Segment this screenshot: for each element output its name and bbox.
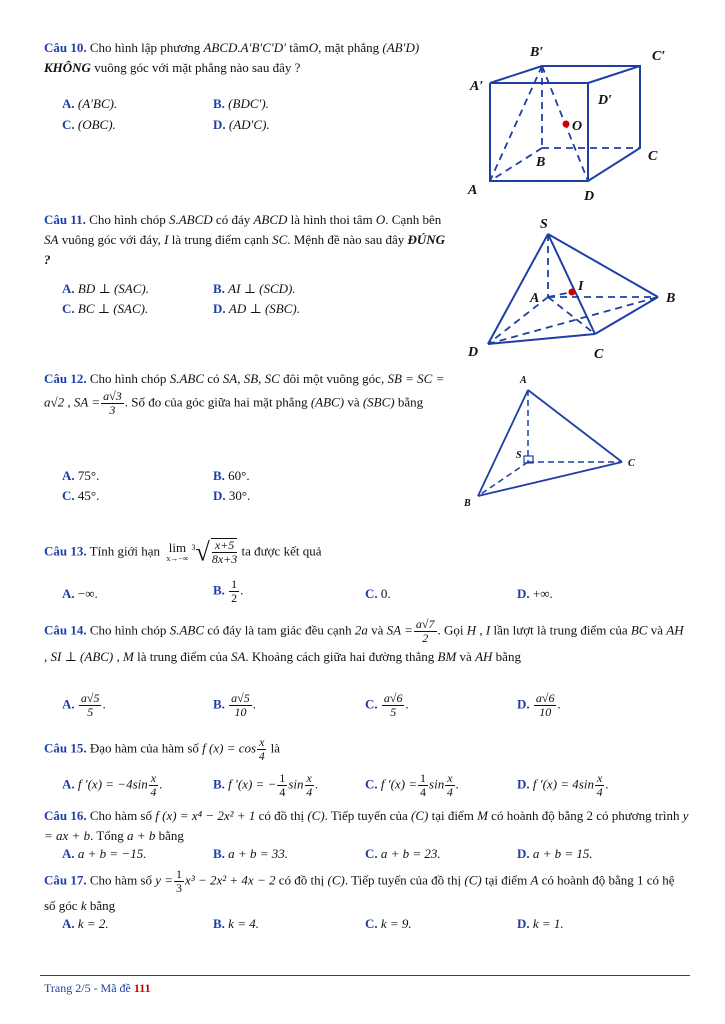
pyramid-sabcd-figure	[460, 212, 690, 367]
svg-text:I: I	[578, 279, 584, 294]
svg-text:D: D	[584, 189, 595, 204]
q10-option-d[interactable]: D. (AD′C).	[213, 117, 270, 132]
svg-text:S: S	[516, 450, 522, 461]
fraction: $\frac{1}{2}$	[231, 577, 238, 605]
svg-text:S: S	[540, 217, 548, 232]
q17-option-c[interactable]: C. k = 9.	[365, 916, 412, 931]
fraction: $\frac{x}{4}$	[258, 735, 265, 763]
q16-option-b[interactable]: B. a + b = 33.	[213, 846, 288, 861]
fraction: $\frac{1}{4}$	[420, 771, 427, 799]
midpoint-i	[569, 289, 576, 296]
svg-text:C: C	[648, 149, 658, 164]
q10-option-b[interactable]: B. (BDC′).	[213, 96, 269, 111]
fraction: $\frac{x}{4}$	[150, 771, 157, 799]
q17-option-d[interactable]: D. k = 1.	[517, 916, 564, 931]
fraction: $\frac{1}{4}$	[279, 771, 286, 799]
root-fraction: $\frac{x+5}{8x+3}$	[211, 538, 238, 567]
q13-option-d[interactable]: D. +∞.	[517, 586, 553, 601]
q12-option-a[interactable]: A. 75°.	[62, 468, 100, 483]
fraction: $\frac{x}{4}$	[596, 771, 603, 799]
svg-text:D: D	[468, 345, 479, 360]
sa-fraction: $\frac{a√7}{2}$	[415, 617, 435, 645]
q15-option-a[interactable]: A. f ′(x) = −4sin $\frac{x}{4}$ .	[62, 771, 163, 799]
q13-option-c[interactable]: C. 0.	[365, 586, 391, 601]
q14-option-d[interactable]: D. $\frac{a√6}{10}$ .	[517, 691, 561, 719]
svg-text:D′: D′	[598, 93, 613, 108]
svg-text:C: C	[594, 347, 604, 362]
page-footer: Trang 2/5 - Mã đề 111	[44, 981, 151, 995]
q12-option-b[interactable]: B. 60°.	[213, 468, 250, 483]
q13-option-b[interactable]: B. $\frac{1}{2}$ .	[213, 577, 244, 605]
q14-option-c[interactable]: C. $\frac{a√6}{5}$ .	[365, 691, 409, 719]
q17-option-a[interactable]: A. k = 2.	[62, 916, 109, 931]
q11-option-a[interactable]: A. BD ⊥ (SAC).	[62, 281, 149, 296]
center-point-o	[563, 121, 570, 128]
fraction: $\frac{1}{3}$	[176, 867, 183, 895]
q17-option-b[interactable]: B. k = 4.	[213, 916, 259, 931]
svg-text:B: B	[464, 498, 471, 509]
q10-option-c[interactable]: C. (OBC).	[62, 117, 116, 132]
question-14: Câu 14. Cho hình chóp S.ABC có đáy là tam giác đều cạnh 2a và SA = $\frac{a√7}{2}$ . Gọi H , I lần lượt là trung điểm của BC và AH , SI ⊥ (ABC) , M là trung điểm của SA. Khoảng cách giữa hai đường thẳng BM và AH bằng	[44, 617, 684, 664]
svg-text:B: B	[536, 155, 546, 170]
fraction: $\frac{x}{4}$	[306, 771, 313, 799]
q15-option-c[interactable]: C. f ′(x) = $\frac{1}{4}$ sin $\frac{x}{4}$ .	[365, 771, 459, 799]
fraction: $\frac{a√5}{5}$	[80, 691, 100, 719]
svg-text:A: A	[468, 183, 478, 198]
limit-operator: lim x→−∞	[166, 540, 189, 564]
fraction: $\frac{a√5}{10}$	[231, 691, 250, 719]
svg-text:A: A	[530, 291, 540, 306]
question-10: Câu 10. Cho hình lập phương ABCD.A′B′C′D′ tâmO, mặt phẳng (AB′D) KHÔNG vuông góc với mặt phẳng nào sau đây ?	[44, 40, 420, 75]
svg-text:B′: B′	[530, 45, 544, 60]
q16-option-d[interactable]: D. a + b = 15.	[517, 846, 593, 861]
svg-text:C′: C′	[652, 49, 666, 64]
q15-option-d[interactable]: D. f ′(x) = 4sin $\frac{x}{4}$ .	[517, 771, 609, 799]
sa-fraction: $\frac{a√3}{3}$	[103, 389, 122, 417]
question-13: Câu 13. Tính giới hạn lim x→−∞ $^3$√ $\frac{x+5}{8x+3}$ ta được kết quả	[44, 537, 322, 567]
q14-option-a[interactable]: A. $\frac{a√5}{5}$ .	[62, 691, 106, 719]
cube-root: √	[195, 537, 210, 567]
question-12: Câu 12. Cho hình chóp S.ABC có SA, SB, SC đôi một vuông góc, SB = SC = a√2 , SA = $\frac{a√3}{3}$ . Số đo của góc giữa hai mặt phẳng (ABC) và (SBC) bằng	[44, 371, 445, 417]
q15-option-b[interactable]: B. f ′(x) = − $\frac{1}{4}$ sin $\frac{x}{4}$ .	[213, 771, 319, 799]
q12-option-c[interactable]: C. 45°.	[62, 488, 100, 503]
question-16: Câu 16. Cho hàm số f (x) = x⁴ − 2x² + 1 có đồ thị (C). Tiếp tuyến của (C) tại điểm M có hoành độ bằng 2 có phương trình y = ax + b. Tổng a + b bằng	[44, 808, 689, 843]
q11-option-b[interactable]: B. AI ⊥ (SCD).	[213, 281, 296, 296]
svg-text:A′: A′	[470, 79, 484, 94]
q13-option-a[interactable]: A. −∞.	[62, 586, 98, 601]
q16-option-a[interactable]: A. a + b = −15.	[62, 846, 147, 861]
cube-figure	[460, 38, 690, 208]
q11-option-d[interactable]: D. AD ⊥ (SBC).	[213, 301, 300, 316]
q11-option-c[interactable]: C. BC ⊥ (SAC).	[62, 301, 149, 316]
q16-option-c[interactable]: C. a + b = 23.	[365, 846, 441, 861]
q14-option-b[interactable]: B. $\frac{a√5}{10}$ .	[213, 691, 257, 719]
q10-option-a[interactable]: A. (A′BC).	[62, 96, 118, 111]
question-17: Câu 17. Cho hàm số y = $\frac{1}{3}$ x³ − 2x² + 4x − 2 có đồ thị (C). Tiếp tuyến của đồ thị (C) tại điểm A có hoành độ bằng 1 có hệ số góc k bằng	[44, 867, 675, 913]
q12-option-d[interactable]: D. 30°.	[213, 488, 251, 503]
svg-text:A: A	[520, 375, 527, 386]
svg-text:C: C	[628, 458, 635, 469]
question-11: Câu 11. Cho hình chóp S.ABCD có đáy ABCD là hình thoi tâm O. Cạnh bên SA vuông góc với đáy, I là trung điểm cạnh SC. Mệnh đề nào sau đây ĐÚNG ?	[44, 212, 446, 267]
footer-divider	[40, 975, 690, 976]
question-15: Câu 15. Đạo hàm của hàm số f (x) = cos $\frac{x}{4}$ là	[44, 735, 281, 763]
svg-text:O: O	[572, 119, 583, 134]
fraction: $\frac{x}{4}$	[446, 771, 453, 799]
svg-text:B: B	[666, 291, 676, 306]
pyramid-sabc-figure	[460, 372, 690, 512]
fraction: $\frac{a√6}{10}$	[535, 691, 555, 719]
fraction: $\frac{a√6}{5}$	[383, 691, 403, 719]
